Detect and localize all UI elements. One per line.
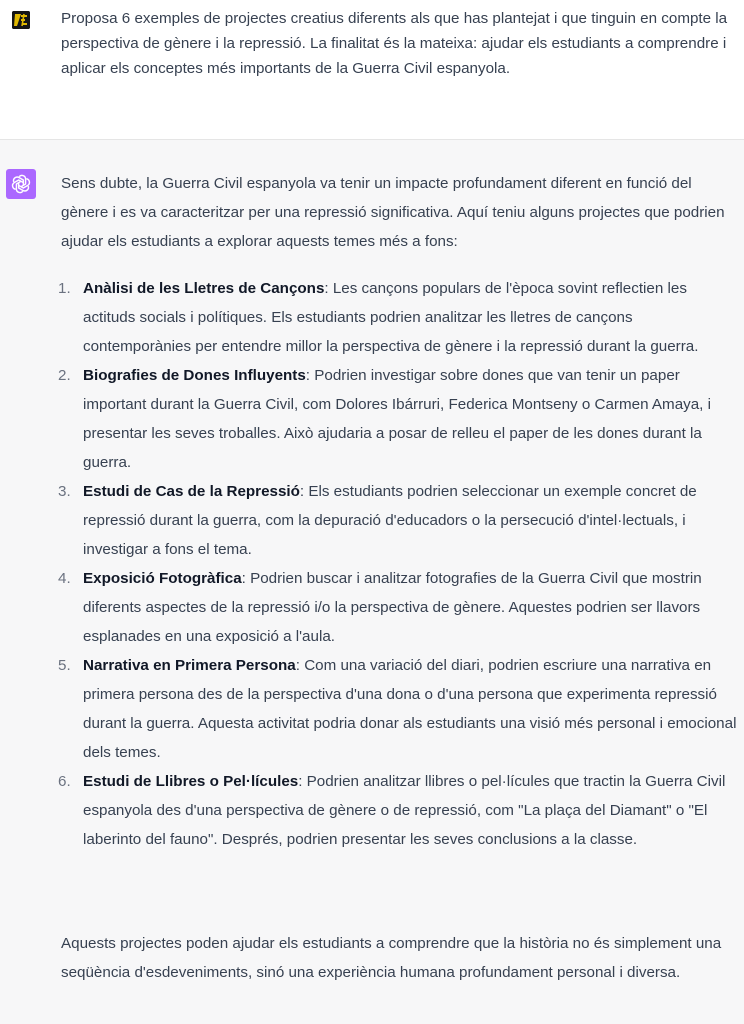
project-title: Narrativa en Primera Persona (83, 657, 296, 674)
project-body: : Com una variació del diari, podrien escriure una narrativa en primera persona des de la perspectiva d'una dona o d'una persona que experimenta repressió durant la guerra. Aquesta activitat podria donar als estudiants una visió més personal i emocional dels temes. (83, 657, 737, 761)
assistant-outro: Aquests projectes poden ajudar els estudiants a comprendre que la història no és simplement una seqüència d'esdeveniments, sinó una experiència humana profundament personal i diversa. (61, 935, 722, 981)
project-title: Estudi de Llibres o Pel·lícules (83, 773, 299, 790)
list-number: 3. (58, 483, 71, 500)
project-title: Biografies de Dones Influyents (83, 367, 306, 384)
list-number: 5. (58, 657, 71, 674)
list-number: 1. (58, 280, 71, 297)
assistant-message (0, 141, 744, 1024)
list-item (58, 564, 737, 651)
list-item (58, 477, 737, 564)
list-number: 2. (58, 367, 71, 384)
list-item (58, 274, 737, 361)
user-message-text: Proposa 6 exemples de projectes creatius diferents als que has plantejat i que tinguin en compte la perspectiva de gènere i la repressió. La finalitat és la mateixa: ajudar els estudiants a comprendre i aplicar els conceptes més importants de la Guerra Civil espanyola. (61, 10, 728, 77)
project-body: : Les cançons populars de l'època sovint reflectien les actituds socials i polítiques. Els estudiants podrien analitzar les lletres de cançons contemporànies per entendre millor la perspectiva de gènere i la repressió durant la guerra. (83, 280, 699, 355)
user-message (0, 0, 744, 140)
list-item (58, 767, 737, 854)
project-body: : Podrien investigar sobre dones que van tenir un paper important durant la Guerra Civil, com Dolores Ibárruri, Federica Montseny o Carmen Amaya, i presentar les seves troballes. Això ajudaria a posar de relleu el paper de les dones durant la guerra. (83, 367, 711, 471)
project-title: Estudi de Cas de la Repressió (83, 483, 300, 500)
list-item (58, 361, 737, 477)
openai-logo-icon (6, 169, 36, 199)
assistant-intro: Sens dubte, la Guerra Civil espanyola va tenir un impacte profundament diferent en funció del gènere i es va caracteritzar per una repressió significativa. Aquí teniu alguns projectes que podrien ajudar els estudiants a explorar aquests temes més a fons: (61, 175, 725, 250)
project-body: : Els estudiants podrien seleccionar un exemple concret de repressió durant la guerra, com la depuració d'educadors o la persecució d'intel·lectuals, i investigar a fons el tema. (83, 483, 697, 558)
list-item (58, 651, 737, 767)
project-body: : Podrien buscar i analitzar fotografies de la Guerra Civil que mostrin diferents aspectes de la repressió i/o la perspectiva de gènere. Aquestes podrien ser llavors esplanades en una exposició a l'aula. (83, 570, 702, 645)
projects-list (58, 274, 737, 854)
user-avatar-icon (12, 11, 30, 29)
list-number: 4. (58, 570, 71, 587)
project-body: : Podrien analitzar llibres o pel·lícules que tractin la Guerra Civil espanyola des d'una perspectiva de gènere o de repressió, com "La plaça del Diamant" o "El laberinto del fauno". Després, podrien presentar les seves conclusions a la classe. (83, 773, 726, 848)
project-title: Anàlisi de les Lletres de Cançons (83, 280, 325, 297)
list-number: 6. (58, 773, 71, 790)
project-title: Exposició Fotogràfica (83, 570, 242, 587)
